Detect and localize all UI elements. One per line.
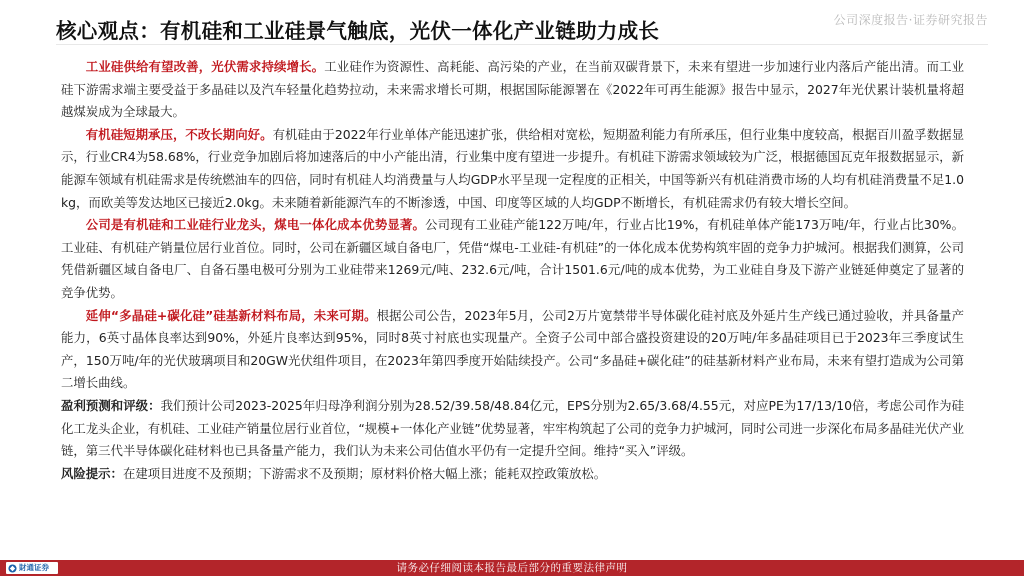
paragraph-new-materials (61, 305, 964, 395)
paragraph-lead: 有机硅短期承压，不改长期向好。 (85, 126, 273, 142)
paragraph-industrial-silicon (61, 56, 964, 124)
paragraph-body: 在建项目进度不及预期；下游需求不及预期；原材料价格大幅上涨；能耗双控政策放松。 (122, 465, 607, 481)
paragraph-lead: 风险提示： (61, 465, 123, 481)
paragraph-body: 有机硅由于2022年行业单体产能迅速扩张，供给相对宽松，短期盈利能力有所承压，但行业集中度较高，根据百川盈孚数据显示，行业CR4为58.68%，行业竞争加剧后将加速落后的中小产能出清，行业集中度有望进一步提升。有机硅下游需求领域较为广泛，根据德国瓦克年报数据显示，新能源车领域有机硅需求是传统燃油车的四倍，同时有机硅人均消费量与人均GDP水平呈现一定程度的正相关，中国等新兴有机硅消费市场的人均有机硅消费量不足1.0kg，而欧美等发达地区已接近2.0kg。未来随着新能源汽车的不断渗透，中国、印度等区域的人均GDP不断增长，有机硅需求仍有较大增长空间。 (61, 126, 964, 210)
paragraph-body: 根据公司公告，2023年5月，公司2万片宽禁带半导体碳化硅衬底及外延片生产线已通过验收，并具备量产能力，6英寸晶体良率达到90%，外延片良率达到95%，同时8英寸衬底也实现量产。全资子公司中部合盛投资建设的20万吨/年多晶硅项目已于2023年三季度试生产，150万吨/年的光伏玻璃项目和20GW光伏组件项目，在2023年第四季度开始陆续投产。公司“多晶硅+碳化硅”的硅基新材料产业布局，未来有望打造成为公司第二增长曲线。 (61, 307, 964, 391)
paragraph-body: 公司现有工业硅产能122万吨/年，行业占比19%，有机硅单体产能173万吨/年，行业占比30%。工业硅、有机硅产销量位居行业首位。同时，公司在新疆区域自备电厂，凭借“煤电-工业硅-有机硅”的一体化成本优势构筑牢固的竞争力护城河。根据我们测算，公司凭借新疆区域自备电厂、自备石墨电极可分别为工业硅带来1269元/吨、232.6元/吨，合计1501.6元/吨的成本优势，为工业硅自身及下游产业链延伸奠定了显著的竞争优势。 (61, 217, 964, 300)
title-divider (56, 44, 988, 45)
paragraph-company-leader (61, 214, 964, 304)
main-content (61, 56, 964, 485)
paragraph-lead: 公司是有机硅和工业硅行业龙头，煤电一体化成本优势显著。 (85, 217, 426, 233)
paragraph-organic-silicon (61, 124, 964, 214)
paragraph-lead: 盈利预测和评级： (61, 397, 161, 413)
paragraph-body: 我们预计公司2023-2025年归母净利润分别为28.52/39.58/48.84亿元，EPS分别为2.65/3.68/4.55元，对应PE为17/13/10倍，考虑公司作为硅化工龙头企业，有机硅、工业硅产销量位居行业首位，“规模+一体化产业链”优势显著，牢牢构筑起了公司的竞争力护城河，同时公司进一步深化布局多晶硅光伏产业链，第三代半导体碳化硅材料也已具备量产能力，我们认为未来公司估值水平仍有一定提升空间。维持“买入”评级。 (61, 397, 964, 459)
footer-disclaimer[interactable]: 请务必仔细阅读本报告最后部分的重要法律声明 (396, 562, 628, 574)
footer-bar (0, 560, 1024, 576)
report-type-tag: 公司深度报告·证券研究报告 (833, 13, 988, 27)
paragraph-body: 工业硅作为资源性、高耗能、高污染的产业，在当前双碳背景下，未来有望进一步加速行业内落后产能出清。而工业硅下游需求端主要受益于多晶硅以及汽车轻量化趋势拉动，未来需求增长可期，根据国际能源署在《2022年可再生能源》报告中显示，2027年光伏累计装机量将超越煤炭成为全球最大。 (61, 59, 965, 120)
paragraph-lead: 延伸“多晶硅+碳化硅”硅基新材料布局，未来可期。 (85, 307, 377, 323)
paragraph-forecast-rating (61, 395, 964, 463)
paragraph-lead: 工业硅供给有望改善，光伏需求持续增长。 (85, 59, 325, 74)
company-logo (6, 562, 58, 574)
paragraph-risk-warning (61, 463, 964, 486)
logo-text: 財通证券 (19, 563, 49, 572)
page-title: 核心观点：有机硅和工业硅景气触底，光伏一体化产业链助力成长 (56, 19, 660, 43)
logo-mark-icon (8, 564, 17, 573)
